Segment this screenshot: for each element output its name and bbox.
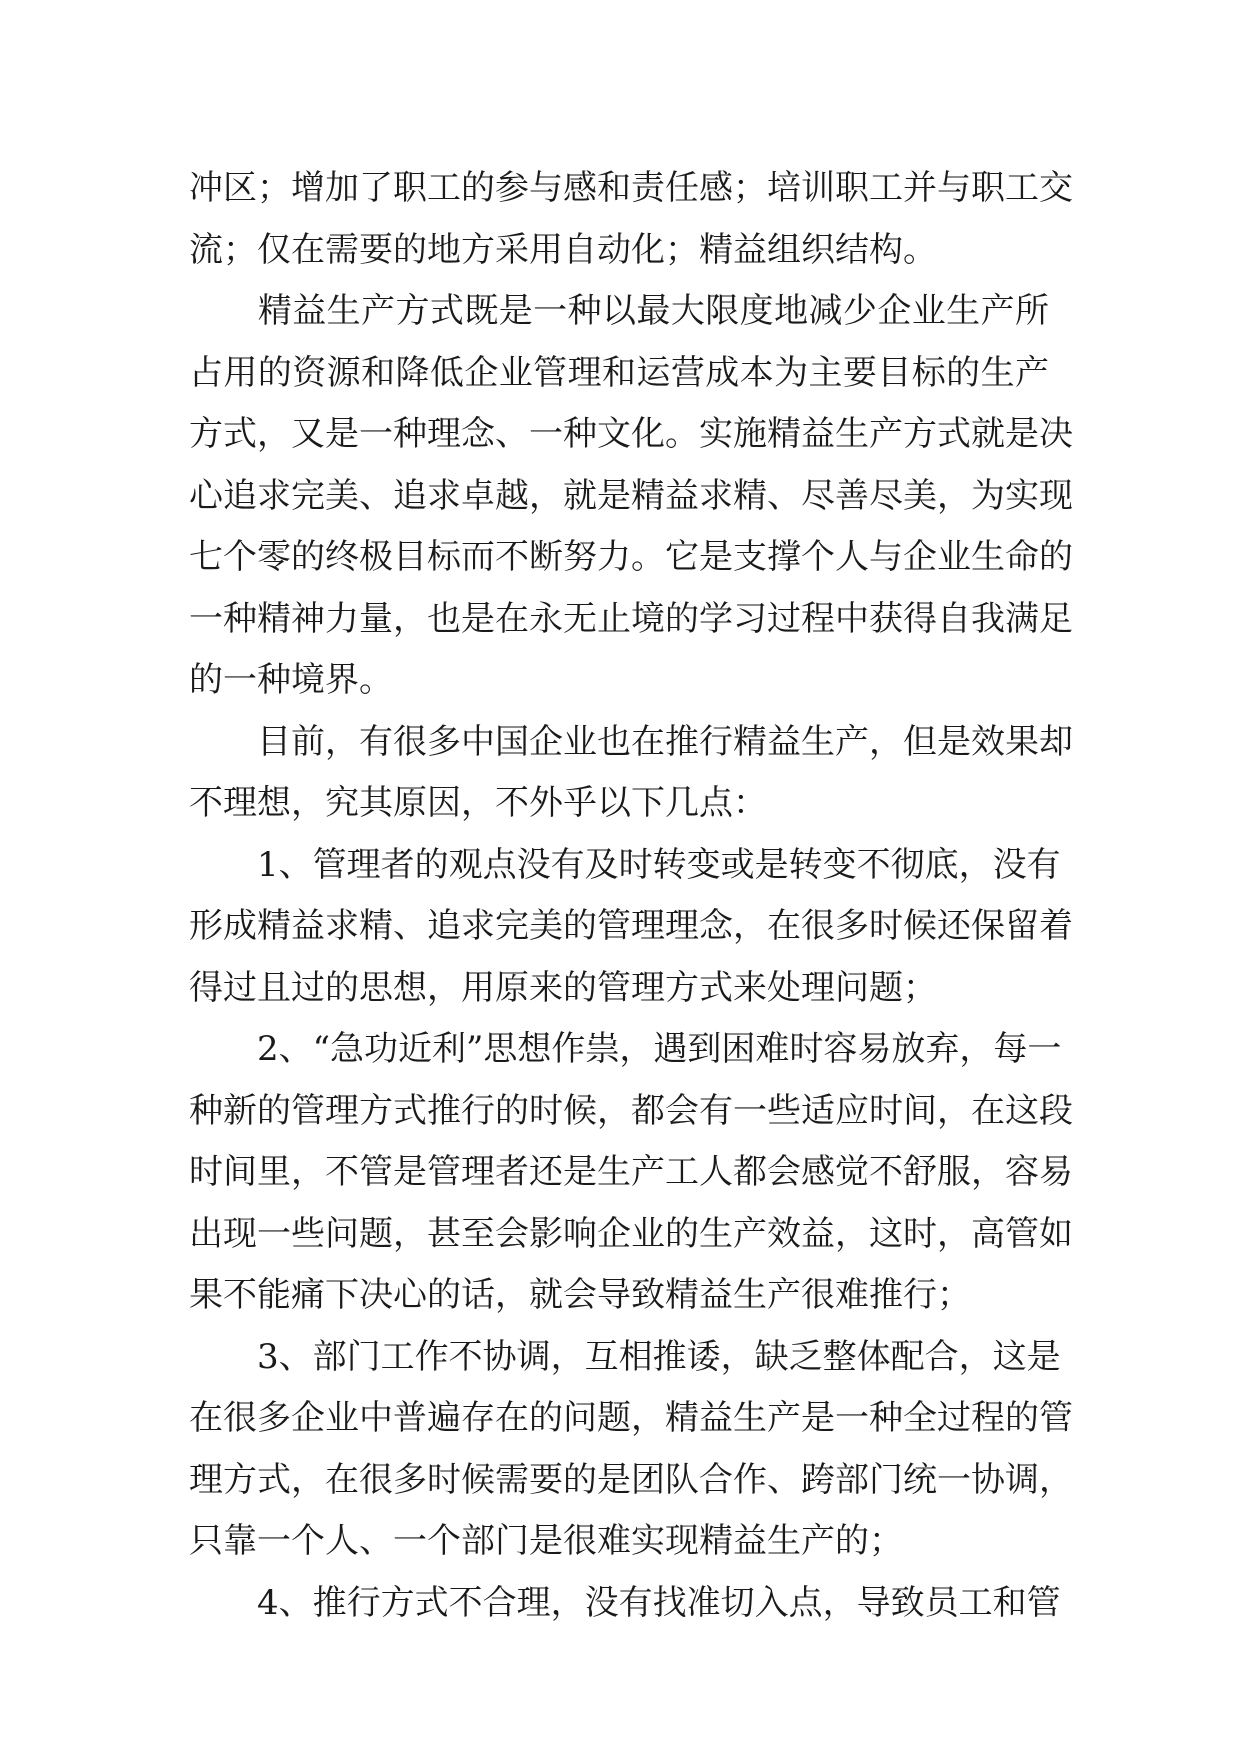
text-line: 的一种境界。 xyxy=(189,660,393,700)
text-line: 在很多企业中普遍存在的问题，精益生产是一种全过程的管 xyxy=(189,1398,1073,1438)
text-line: 占用的资源和降低企业管理和运营成本为主要目标的生产 xyxy=(189,352,1049,393)
text-line: 心追求完美、追求卓越，就是精益求精、尽善尽美，为实现 xyxy=(189,475,1073,516)
text-line: 4、推行方式不合理，没有找准切入点，导致员工和管 xyxy=(189,1582,1061,1623)
text-line: 形成精益求精、追求完美的管理理念，在很多时候还保留着 xyxy=(189,906,1073,946)
text-line: 出现一些问题，甚至会影响企业的生产效益，这时，高管如 xyxy=(189,1213,1073,1254)
text-line: 只靠一个人、一个部门是很难实现精益生产的； xyxy=(189,1521,903,1561)
text-line: 精益生产方式既是一种以最大限度地减少企业生产所 xyxy=(189,291,1049,331)
text-line: 方式，又是一种理念、一种文化。实施精益生产方式就是决 xyxy=(189,414,1073,454)
text-line: 得过且过的思想，用原来的管理方式来处理问题； xyxy=(189,967,937,1008)
text-line: 冲区；增加了职工的参与感和责任感；培训职工并与职工交 xyxy=(189,168,1073,208)
text-line: 果不能痛下决心的话，就会导致精益生产很难推行； xyxy=(189,1275,971,1315)
text-line: 目前，有很多中国企业也在推行精益生产，但是效果却 xyxy=(189,721,1073,762)
text-line: 种新的管理方式推行的时候，都会有一些适应时间，在这段 xyxy=(189,1090,1073,1131)
text-line: 1、管理者的观点没有及时转变或是转变不彻底，没有 xyxy=(189,844,1061,885)
text-line: 不理想，究其原因，不外乎以下几点： xyxy=(189,783,767,823)
text-line: 2、“急功近利”思想作祟，遇到困难时容易放弃，每一 xyxy=(189,1029,1062,1069)
text-line: 理方式，在很多时候需要的是团队合作、跨部门统一协调， xyxy=(189,1459,1073,1500)
text-line: 3、部门工作不协调，互相推诿，缺乏整体配合，这是 xyxy=(189,1336,1061,1377)
text-line: 七个零的终极目标而不断努力。它是支撑个人与企业生命的 xyxy=(189,537,1073,577)
body-text xyxy=(189,158,1073,1634)
text-line: 流；仅在需要的地方采用自动化；精益组织结构。 xyxy=(189,229,937,270)
text-line: 一种精神力量，也是在永无止境的学习过程中获得自我满足 xyxy=(189,598,1073,639)
text-line: 时间里，不管是管理者还是生产工人都会感觉不舒服，容易 xyxy=(189,1152,1073,1192)
